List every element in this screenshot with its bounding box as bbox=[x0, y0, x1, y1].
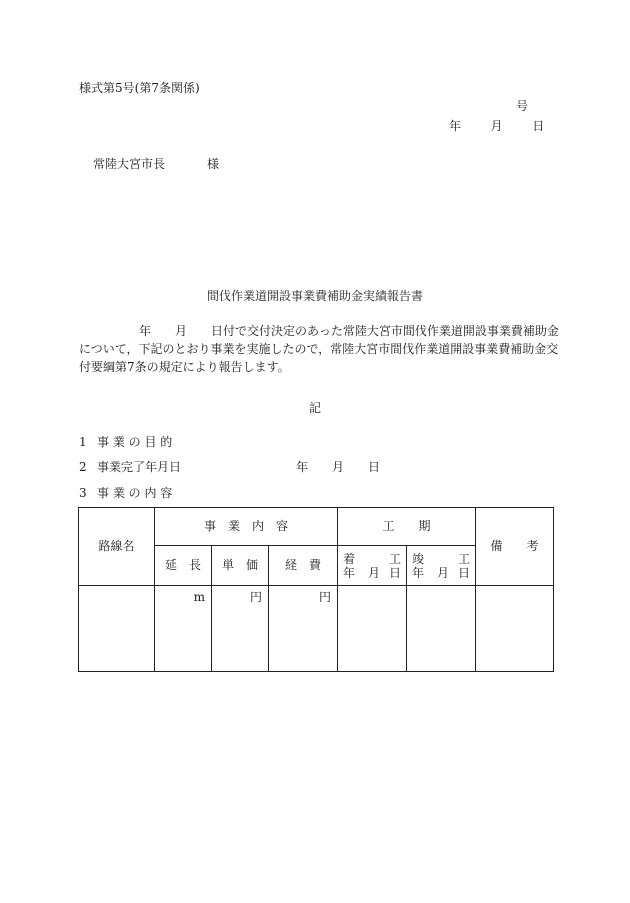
date-month: 月 bbox=[490, 119, 503, 133]
completion-date-value: 年 月 日 bbox=[296, 460, 381, 474]
addressee bbox=[93, 158, 219, 170]
addressee-honorific: 様 bbox=[207, 157, 220, 171]
remarks-header: 備 考 bbox=[476, 508, 554, 586]
document-title: 間伐作業道開設事業費補助金実績報告書 bbox=[206, 289, 423, 303]
table-row bbox=[79, 586, 554, 672]
item-purpose bbox=[79, 436, 172, 448]
unit-yen: 円 bbox=[249, 590, 262, 604]
item-number: 1 bbox=[79, 435, 87, 449]
content-table bbox=[78, 507, 554, 672]
body-line-3: 付要綱第7条の規定により報告します。 bbox=[79, 360, 290, 374]
document-number-label: 号 bbox=[516, 99, 529, 113]
finish-date-cell bbox=[407, 586, 476, 672]
expense-header: 経 費 bbox=[269, 546, 338, 586]
period-header: 工 期 bbox=[338, 508, 476, 546]
remarks-cell bbox=[476, 586, 554, 672]
route-name-header: 路線名 bbox=[79, 508, 155, 586]
form-number: 様式第5号(第7条関係) bbox=[79, 81, 200, 95]
route-name-cell bbox=[79, 586, 155, 672]
item-number: 2 bbox=[79, 460, 87, 474]
body-line-1: 年 月 日付で交付決定のあった常陸大宮市間伐作業道開設事業費補助金 bbox=[79, 324, 559, 338]
item-content bbox=[79, 487, 172, 499]
document-date bbox=[449, 120, 544, 132]
ki-heading: 記 bbox=[308, 401, 321, 415]
length-header: 延 長 bbox=[155, 546, 212, 586]
date-year: 年 bbox=[449, 119, 462, 133]
item-label: 事 業 の 目 的 bbox=[97, 435, 173, 449]
unit-price-cell bbox=[212, 586, 269, 672]
item-label: 事業完了年月日 bbox=[97, 460, 182, 474]
item-label: 事 業 の 内 容 bbox=[97, 486, 173, 500]
unit-m: m bbox=[193, 590, 205, 604]
table-header-row bbox=[79, 508, 554, 546]
addressee-name: 常陸大宮市長 bbox=[93, 157, 166, 171]
content-header: 事 業 内 容 bbox=[155, 508, 338, 546]
unit-price-header: 単 価 bbox=[212, 546, 269, 586]
item-completion-date bbox=[79, 460, 381, 474]
unit-yen: 円 bbox=[319, 590, 332, 604]
date-day: 日 bbox=[532, 119, 545, 133]
start-date-header: 着 工 年 月 日 bbox=[338, 546, 407, 586]
body-line-2: について，下記のとおり事業を実施したので，常陸大宮市間伐作業道開設事業費補助金交 bbox=[79, 342, 559, 356]
expense-cell bbox=[269, 586, 338, 672]
finish-date-header: 竣 工 年 月 日 bbox=[407, 546, 476, 586]
item-number: 3 bbox=[79, 486, 87, 500]
start-date-cell bbox=[338, 586, 407, 672]
length-cell bbox=[155, 586, 212, 672]
body-text bbox=[79, 322, 557, 376]
